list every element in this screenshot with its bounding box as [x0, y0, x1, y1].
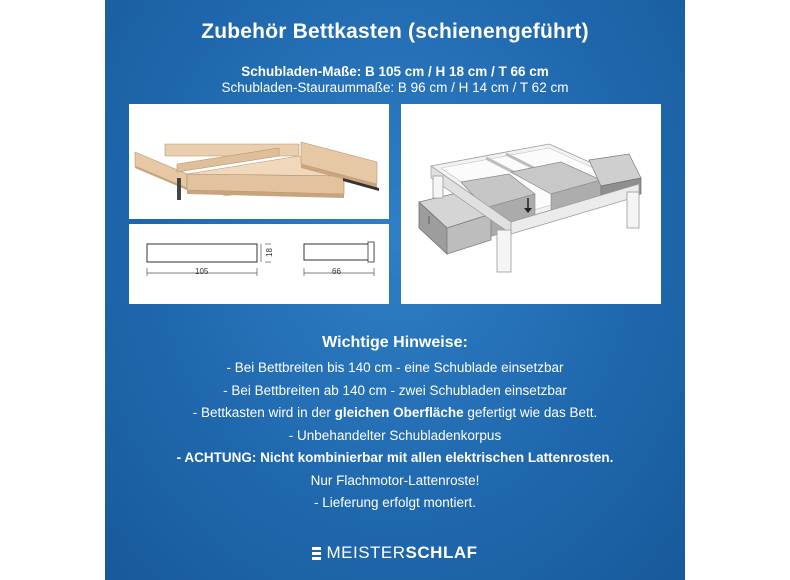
brand-name-part1: MEISTER — [326, 543, 406, 562]
note-emphasis: gleichen Oberfläche — [334, 405, 464, 420]
info-panel — [105, 0, 685, 580]
notes-list — [105, 357, 685, 515]
drawer-dimensions: Schubladen-Maße: B 105 cm / H 18 cm / T 66 cm — [241, 64, 549, 79]
note-item: Nur Flachmotor-Lattenroste! — [310, 472, 480, 488]
note-text: gefertigt wie das Bett. — [463, 405, 598, 420]
note-item: - Lieferung erfolgt montiert. — [313, 495, 477, 510]
note-item: - Unbehandelter Schubladenkorpus — [288, 427, 502, 443]
bed-frame-illustration — [401, 104, 661, 304]
note-warning: - ACHTUNG: Nicht kombinierbar mit allen elektrischen Lattenrosten. — [176, 450, 614, 465]
page-title: Zubehör Bettkasten (schienengeführt) — [201, 20, 589, 43]
depth-label: 66 — [332, 267, 341, 276]
width-label: 105 — [195, 267, 209, 276]
dimension-drawing — [129, 224, 389, 304]
height-label: 18 — [264, 248, 274, 257]
note-item: - Bei Bettbreiten ab 140 cm - zwei Schubladen einsetzbar — [223, 382, 567, 398]
notes-heading: Wichtige Hinweise: — [322, 334, 468, 351]
brand-logo — [105, 543, 685, 563]
note-text: - Bettkasten wird in der — [192, 405, 335, 420]
storage-dimensions: Schubladen-Stauraummaße: B 96 cm / H 14 cm / T 62 cm — [221, 80, 569, 95]
brand-mark-icon — [312, 547, 321, 560]
note-item — [105, 402, 685, 425]
note-item: - Bei Bettbreiten bis 140 cm - eine Schublade einsetzbar — [226, 360, 564, 375]
drawer-drawing — [129, 224, 389, 304]
brand-name-part2: SCHLAF — [405, 543, 478, 562]
drawer-illustration — [129, 104, 389, 219]
drawer-photo — [129, 104, 389, 219]
bed-frame-photo — [401, 104, 661, 304]
